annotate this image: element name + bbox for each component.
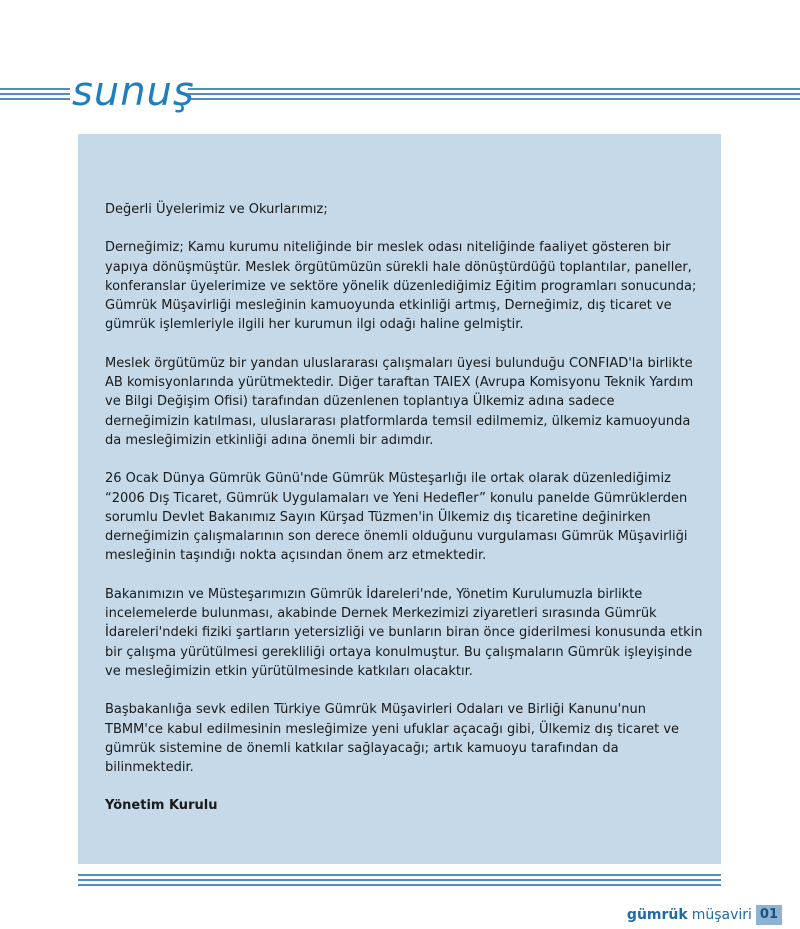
letter-paragraph: Başbakanlığa sevk edilen Türkiye Gümrük Müşavirleri Odaları ve Birliği Kanunu'nun TBMM'ce kabul edilmesinin mesleğimize yeni ufuklar açacağı gibi, Ülkemiz dış ticaret ve gümrük sistemine de önemli katkılar sağlayacağı; artık kamuoyu tarafından da bilinmektedir. [105, 702, 680, 776]
footer-rule [78, 874, 721, 888]
letter-paragraph: 26 Ocak Dünya Gümrük Günü'nde Gümrük Müsteşarlığı ile ortak olarak düzenlediğimiz “2006 Dış Ticaret, Gümrük Uygulamaları ve Yeni Hedefler” konulu panelde Gümrüklerden sorumlu Devlet Bakanımız Sayın Kürşad Tüzmen'in Ülkemiz dış ticaretine değinirken derneğimizin çalışmalarının son derece önemli olduğunu vurgulaması Gümrük Müşavirliği mesleğinin taşındığı nokta açısından önem arz etmektedir. [105, 471, 688, 564]
header-rule-right [188, 88, 800, 102]
letter-greeting: Değerli Üyelerimiz ve Okurlarımız; [105, 202, 328, 217]
letter-body [105, 200, 703, 835]
letter-signature: Yönetim Kurulu [105, 798, 218, 814]
footer-brand-bold: gümrük [626, 907, 688, 923]
page-title: sunuş [72, 69, 195, 115]
page-footer [627, 904, 782, 926]
letter-paragraph: Bakanımızın ve Müsteşarımızın Gümrük İdareleri'nde, Yönetim Kurulumuzla birlikte incelemelerde bulunması, akabinde Dernek Merkezimizi ziyaretleri sırasında Gümrük İdareleri'ndeki fiziki şartların yetersizliği ve bunların biran önce giderilmesi konusunda etkin bir çalışma yürütülmesi gerekliliği ortaya konulmuştur. Bu çalışmaların Gümrük işleyişinde ve mesleğimizin etkin yürütülmesinde katkıları olacaktır. [105, 586, 703, 679]
letter-paragraph: Derneğimiz; Kamu kurumu niteliğinde bir meslek odası niteliğinde faaliyet gösteren bir yapıya dönüşmüştür. Meslek örgütümüzün sürekli hale dönüştürdüğü toplantılar, paneller, konferanslar üyelerimize ve sektöre yönelik düzenlediğimiz Eğitim programları sonucunda; Gümrük Müşavirliği mesleğinin kamuoyunda etkinliği artmış, Derneğimiz, dış ticaret ve gümrük işlemleriyle ilgili her kurumun ilgi odağı haline gelmiştir. [105, 240, 697, 333]
footer-brand-light: müşaviri [691, 907, 752, 923]
letter-paragraph: Meslek örgütümüz bir yandan uluslararası çalışmaları üyesi bulunduğu CONFIAD'la birlikte AB komisyonlarında yürütmektedir. Diğer taraftan TAIEX (Avrupa Komisyonu Teknik Yardım ve Bilgi Değişim Ofisi) tarafından düzenlenen toplantıya Ülkemiz adına sadece derneğimizin katılması, uluslararası platformlarda temsil edilmemiz, ülkemiz kamuoyunda da mesleğimizin etkinliği adına önemli bir adımdır. [105, 355, 694, 448]
page-number: 01 [756, 905, 782, 925]
header-rule-left [0, 88, 70, 102]
